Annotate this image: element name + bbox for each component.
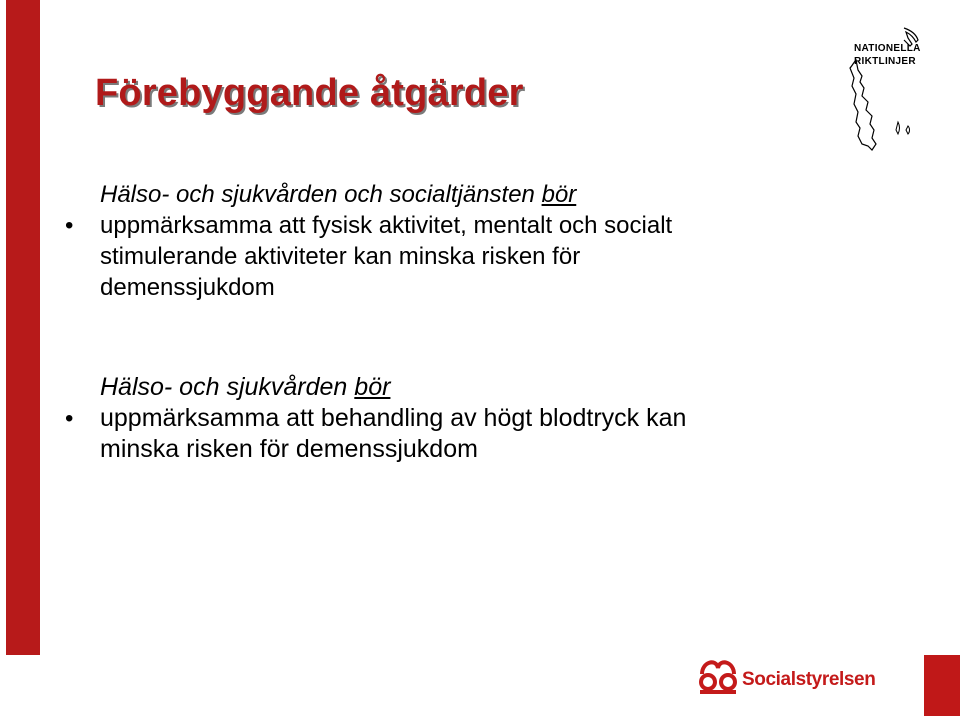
bullet-1-line-2: stimulerande aktiviteter kan minska risken för (100, 243, 581, 270)
bullet-marker: • (65, 212, 74, 239)
intro-1-emphasis: bör (541, 181, 577, 208)
recommendation-block-2 (65, 372, 687, 465)
intro-2-text: Hälso- och sjukvården (100, 373, 355, 401)
recommendation-block-1 (65, 179, 673, 303)
corner-accent-block (924, 655, 960, 716)
bullet-2-line-2: minska risken för demenssjukdom (100, 435, 478, 463)
logo-name: Socialstyrelsen (742, 669, 876, 690)
slide-title: Förebyggande åtgärder (95, 72, 524, 114)
sweden-map-icon (838, 26, 928, 154)
socialstyrelsen-logo (696, 652, 886, 696)
intro-line-2 (100, 372, 686, 403)
badge-line2: RIKTLINJER (854, 56, 916, 67)
bullet-1-line-3: demenssjukdom (100, 274, 275, 301)
bullet-2-line-1: uppmärksamma att behandling av högt blodtryck kan (100, 404, 687, 432)
bullet-1-line-1: uppmärksamma att fysisk aktivitet, mentalt och socialt (100, 212, 673, 239)
intro-line-1 (100, 179, 672, 210)
bullet-item-2 (65, 403, 687, 465)
bullet-item-1 (65, 210, 673, 303)
socialstyrelsen-emblem-icon (696, 652, 740, 696)
intro-1-text: Hälso- och sjukvården och socialtjänsten (100, 181, 542, 208)
bullet-marker: • (65, 405, 74, 432)
nationella-riktlinjer-badge (838, 26, 928, 154)
left-accent-bar (6, 0, 40, 655)
badge-line1: NATIONELLA (854, 43, 921, 54)
intro-2-emphasis: bör (354, 373, 391, 401)
